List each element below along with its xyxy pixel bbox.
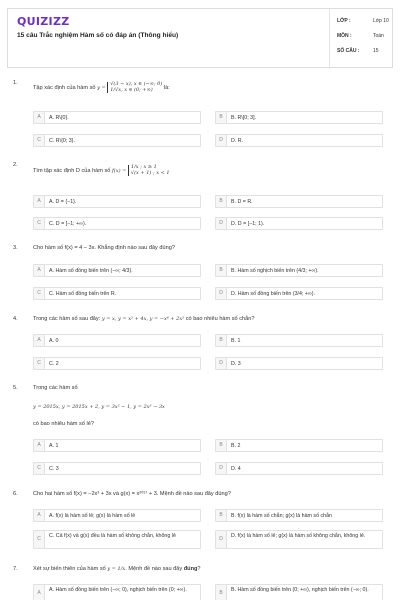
option-letter: A [34,196,45,207]
question-text-pre: Xét sự biến thiên của hàm số [33,566,106,572]
answer-option-c[interactable] [33,217,201,230]
option-letter: B [216,335,227,346]
option-text: C. 2 [49,361,59,367]
question-text-post: là: [163,85,170,92]
option-letter: B [216,265,227,276]
answer-option-b[interactable] [215,509,383,522]
answer-option-b[interactable] [215,195,383,208]
option-letter: A [34,585,45,600]
option-text: B. D = R. [231,199,253,205]
answer-option-b[interactable] [215,439,383,452]
meta-count-value: 15 [373,48,379,54]
question-text [33,165,170,176]
question-text-bold: đúng [183,566,198,572]
piecewise-function [128,165,170,176]
piece-bottom: √(x + 1) ; x < 1 [130,169,170,176]
answer-option-a[interactable] [33,195,201,208]
question-math: y = 1/x. [107,566,127,572]
question-math-y: f(x) = [111,168,127,175]
option-text: A. 0 [49,338,59,344]
answer-option-d[interactable] [215,134,383,147]
option-letter: C [34,218,45,229]
meta-subject-value: Toán [373,33,384,39]
option-letter: A [34,510,45,521]
question-text-pre: Tập xác định của hàm số [33,85,96,92]
question-text: Cho hai hàm số f(x) = −2x³ + 3x và g(x) = x²⁰¹⁷ + 3. Mệnh đề nào sau đây đúng? [33,491,231,497]
question-text-post: Mệnh đề nào sau đây [128,566,183,572]
piecewise-function [107,82,162,93]
option-text: D. D = [−1; 1). [231,221,265,227]
option-text: A. D = {−1}. [49,199,77,205]
question-text-post: có bao nhiêu hàm số lẻ? [33,421,94,427]
question-number: 2. [13,162,18,168]
option-letter: D [216,531,227,548]
answer-option-c[interactable] [33,357,201,370]
piece-bottom: 1/√x, x ∈ (0; +∞) [110,86,153,93]
option-text: A. R\{0}. [49,115,69,121]
option-text: B. Hàm số đồng biến trên (0; +∞), nghịch biến trên (−∞; 0). [231,587,369,593]
answer-option-c[interactable] [33,134,201,147]
option-letter: C [34,531,45,548]
question-number: 6. [13,491,18,497]
option-text: C. Cả f(x) và g(x) đều là hàm số không chẵn, không lẻ [49,533,176,539]
answer-option-a[interactable] [33,111,201,124]
answer-option-d[interactable] [215,217,383,230]
brand-logo: QUIZIZZ [17,15,70,28]
meta-grade-value: Lớp 10 [373,18,389,24]
option-text: D. f(x) là hàm số lẻ; g(x) là hàm số không chẵn, không lẻ. [231,533,366,539]
option-text: A. Hàm số đồng biến trên (−∞; 0), nghịch biến trên (0; +∞). [49,587,187,593]
option-text: B. Hàm số nghịch biến trên (4/3; +∞). [231,268,319,274]
option-text: C. Hàm số đồng biến trên R. [49,291,117,297]
option-letter: C [34,463,45,474]
answer-option-d[interactable] [215,357,383,370]
question-text [33,316,254,322]
question-text [33,82,170,93]
option-letter: D [216,358,227,369]
answer-option-d[interactable] [215,462,383,475]
option-text: D. R. [231,138,244,144]
option-text: A. f(x) là hàm số lẻ; g(x) là hàm số lẻ [49,513,136,519]
question-math-y: y = [97,85,106,92]
question-math: y = 2015x, y = 2015x + 2, y = 3x² − 1, y = 2x³ − 3x [33,404,165,410]
question-number: 1. [13,80,18,86]
question-text-pre: Tìm tập xác định D của hàm số [33,168,111,175]
option-text: C. 3 [49,466,59,472]
option-text: D. 4 [231,466,241,472]
question-text: Cho hàm số f(x) = 4 – 3x. Khẳng định nào sau đây đúng? [33,245,175,251]
option-letter: D [216,218,227,229]
question-number: 4. [13,316,18,322]
question-number: 3. [13,245,18,251]
option-text: D. 3 [231,361,241,367]
option-letter: A [34,335,45,346]
meta-count-label: SỐ CÂU : [337,48,360,54]
page-title: 15 câu Trắc nghiệm Hàm số có đáp án (Thông hiểu) [17,32,179,39]
question-text-end: ? [197,566,201,572]
option-letter: D [216,463,227,474]
option-text: C. D = [−1; +∞). [49,221,87,227]
question-math: y = x, y = x² + 4x, y = −x⁴ + 2x² [101,316,185,322]
option-text: B. 2 [231,443,241,449]
answer-option-c[interactable] [33,287,201,300]
option-letter: A [34,440,45,451]
piece-top: √(3 − x), x ∈ (−∞; 0) [110,81,163,87]
piece-top: 1/x ; x ≥ 1 [130,164,157,170]
option-letter: D [216,288,227,299]
option-letter: C [34,358,45,369]
answer-option-d[interactable] [215,287,383,300]
option-text: A. 1 [49,443,59,449]
answer-option-a[interactable] [33,439,201,452]
question-text: Trong các hàm số [33,385,78,391]
answer-option-b[interactable] [215,111,383,124]
question-text [33,566,201,572]
question-number: 5. [13,385,18,391]
question-text-post: có bao nhiêu hàm số chẵn? [185,316,255,322]
answer-option-c[interactable] [33,462,201,475]
option-letter: D [216,135,227,146]
option-letter: B [216,440,227,451]
option-letter: C [34,288,45,299]
answer-option-a[interactable] [33,334,201,347]
option-text: A. Hàm số đồng biến trên (−∞; 4/3). [49,268,133,274]
worksheet-header [7,8,393,68]
answer-option-a[interactable] [33,264,201,277]
meta-subject-label: MÔN : [337,33,352,39]
answer-option-a[interactable] [33,584,201,600]
meta-box [329,9,394,69]
option-letter: B [216,112,227,123]
option-letter: C [34,135,45,146]
option-text: D. Hàm số đồng biến trên (3/4; +∞). [231,291,316,297]
option-letter: A [34,265,45,276]
option-text: C. R\{0; 3}. [49,138,75,144]
question-number: 7. [13,566,18,572]
option-text: B. f(x) là hàm số chẵn; g(x) là hàm số chẵn [231,513,332,519]
answer-option-b[interactable] [215,264,383,277]
option-letter: A [34,112,45,123]
answer-option-d[interactable] [215,530,383,549]
option-text: B. R\[0; 3]. [231,115,257,121]
option-letter: B [216,585,227,600]
answer-option-a[interactable] [33,509,201,522]
option-letter: B [216,510,227,521]
answer-option-c[interactable] [33,530,201,549]
answer-option-b[interactable] [215,584,383,600]
question-text-pre: Trong các hàm số sau đây: [33,316,101,322]
option-letter: B [216,196,227,207]
meta-grade-label: LỚP : [337,18,351,24]
option-text: B. 1 [231,338,241,344]
answer-option-b[interactable] [215,334,383,347]
